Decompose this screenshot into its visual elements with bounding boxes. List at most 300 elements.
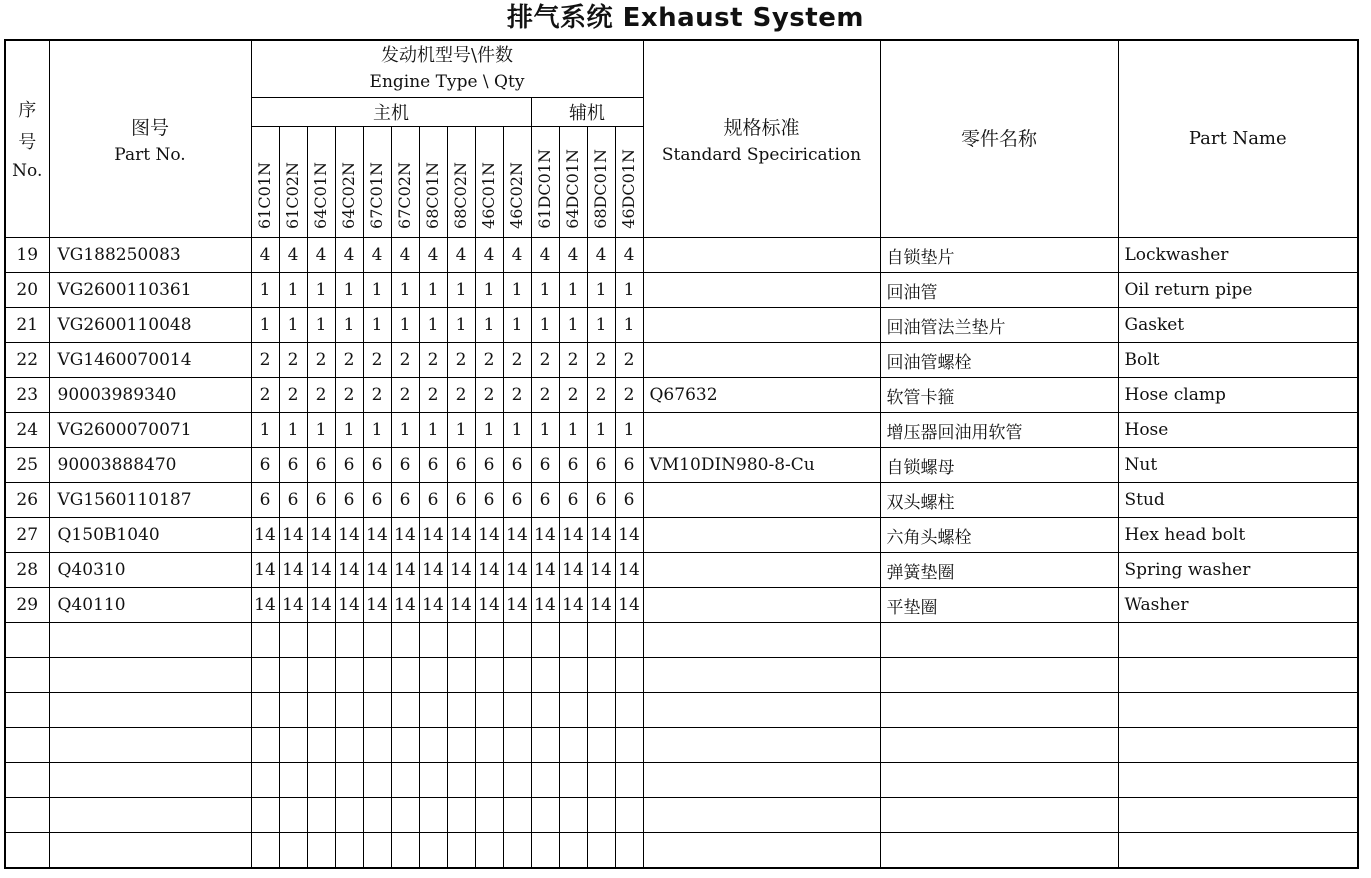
quantity-cell: 14 (447, 588, 475, 623)
engine-code-label: 67C01N (367, 162, 386, 229)
empty-row (5, 658, 1358, 693)
quantity-cell: 2 (251, 378, 279, 413)
quantity-cell: 2 (251, 343, 279, 378)
engine-code-header (279, 127, 307, 238)
empty-cell (643, 833, 880, 869)
quantity-cell: 1 (531, 273, 559, 308)
empty-cell (251, 658, 279, 693)
quantity-cell: 14 (503, 588, 531, 623)
quantity-cell: 6 (447, 483, 475, 518)
spec-cell (643, 308, 880, 343)
empty-cell (559, 833, 587, 869)
empty-cell (307, 763, 335, 798)
empty-cell (251, 833, 279, 869)
engine-code-header (419, 127, 447, 238)
engine-code-header (447, 127, 475, 238)
parts-table (4, 39, 1359, 869)
engine-code-header (251, 127, 279, 238)
empty-cell (1118, 623, 1358, 658)
empty-cell (391, 833, 419, 869)
quantity-cell: 2 (587, 378, 615, 413)
empty-cell (880, 728, 1118, 763)
quantity-cell: 2 (279, 343, 307, 378)
quantity-cell: 1 (279, 413, 307, 448)
quantity-cell: 14 (503, 518, 531, 553)
empty-cell (49, 798, 251, 833)
part-number: Q40310 (49, 553, 251, 588)
quantity-cell: 2 (307, 378, 335, 413)
empty-cell (503, 728, 531, 763)
quantity-cell: 2 (475, 343, 503, 378)
empty-cell (49, 623, 251, 658)
quantity-cell: 1 (503, 273, 531, 308)
quantity-cell: 6 (391, 483, 419, 518)
empty-cell (643, 763, 880, 798)
quantity-cell: 14 (391, 553, 419, 588)
part-name-en: Stud (1118, 483, 1358, 518)
quantity-cell: 6 (251, 483, 279, 518)
empty-cell (503, 798, 531, 833)
empty-cell (419, 798, 447, 833)
quantity-cell: 1 (419, 308, 447, 343)
part-name-cn: 自锁螺母 (880, 448, 1118, 483)
spec-header-en: Standard Specirication (661, 145, 862, 165)
quantity-cell: 6 (447, 448, 475, 483)
empty-cell (1118, 728, 1358, 763)
empty-cell (49, 833, 251, 869)
part-number: VG2600110048 (49, 308, 251, 343)
quantity-cell: 6 (307, 448, 335, 483)
empty-cell (279, 693, 307, 728)
empty-cell (335, 798, 363, 833)
empty-cell (363, 623, 391, 658)
quantity-cell: 14 (447, 518, 475, 553)
quantity-cell: 1 (559, 308, 587, 343)
quantity-cell: 14 (335, 518, 363, 553)
quantity-cell: 1 (279, 273, 307, 308)
part-name-en: Lockwasher (1118, 238, 1358, 273)
empty-cell (880, 833, 1118, 869)
empty-cell (880, 658, 1118, 693)
quantity-cell: 14 (503, 553, 531, 588)
empty-cell (587, 833, 615, 869)
quantity-cell: 6 (419, 448, 447, 483)
quantity-cell: 14 (391, 588, 419, 623)
empty-cell (475, 833, 503, 869)
quantity-cell: 6 (531, 448, 559, 483)
quantity-cell: 6 (559, 448, 587, 483)
quantity-cell: 2 (447, 378, 475, 413)
quantity-cell: 14 (447, 553, 475, 588)
empty-cell (587, 763, 615, 798)
empty-row (5, 623, 1358, 658)
quantity-cell: 4 (419, 238, 447, 273)
quantity-cell: 14 (363, 553, 391, 588)
quantity-cell: 1 (559, 413, 587, 448)
quantity-cell: 2 (531, 343, 559, 378)
part-no-header (49, 40, 251, 238)
part-number: VG2600110361 (49, 273, 251, 308)
empty-cell (1118, 658, 1358, 693)
empty-cell (880, 623, 1118, 658)
quantity-cell: 1 (475, 308, 503, 343)
aux-engine-header: 辅机 (531, 98, 643, 127)
empty-cell (531, 658, 559, 693)
quantity-cell: 1 (615, 308, 643, 343)
quantity-cell: 14 (279, 588, 307, 623)
part-name-cn: 增压器回油用软管 (880, 413, 1118, 448)
spec-cell (643, 273, 880, 308)
quantity-cell: 1 (503, 308, 531, 343)
empty-cell (559, 763, 587, 798)
quantity-cell: 1 (251, 273, 279, 308)
engine-code-label: 46C01N (479, 162, 498, 229)
engine-code-label: 68C01N (423, 162, 442, 229)
quantity-cell: 14 (251, 518, 279, 553)
quantity-cell: 1 (531, 308, 559, 343)
quantity-cell: 14 (615, 518, 643, 553)
quantity-cell: 2 (615, 343, 643, 378)
main-engine-header: 主机 (251, 98, 531, 127)
quantity-cell: 1 (503, 413, 531, 448)
empty-cell (251, 763, 279, 798)
table-row (5, 483, 1358, 518)
part-number: VG188250083 (49, 238, 251, 273)
table-row (5, 588, 1358, 623)
quantity-cell: 1 (363, 308, 391, 343)
quantity-cell: 1 (391, 308, 419, 343)
quantity-cell: 14 (307, 588, 335, 623)
quantity-cell: 4 (503, 238, 531, 273)
empty-cell (335, 728, 363, 763)
engine-header-cn: 发动机型号\件数 (380, 45, 514, 66)
table-header (5, 40, 1358, 238)
empty-cell (475, 798, 503, 833)
part-name-cn: 回油管法兰垫片 (880, 308, 1118, 343)
empty-cell (475, 763, 503, 798)
empty-cell (391, 693, 419, 728)
part-name-cn: 自锁垫片 (880, 238, 1118, 273)
quantity-cell: 6 (615, 448, 643, 483)
quantity-cell: 4 (279, 238, 307, 273)
row-number: 26 (5, 483, 49, 518)
engine-code-label: 67C02N (395, 162, 414, 229)
quantity-cell: 2 (335, 343, 363, 378)
empty-cell (307, 728, 335, 763)
table-row (5, 553, 1358, 588)
quantity-cell: 1 (587, 413, 615, 448)
part-name-cn: 双头螺柱 (880, 483, 1118, 518)
empty-cell (531, 798, 559, 833)
empty-cell (49, 693, 251, 728)
quantity-cell: 2 (475, 378, 503, 413)
empty-cell (391, 763, 419, 798)
engine-code-label: 64C01N (311, 162, 330, 229)
empty-cell (279, 798, 307, 833)
quantity-cell: 14 (559, 518, 587, 553)
quantity-cell: 14 (559, 553, 587, 588)
empty-cell (335, 693, 363, 728)
part-number: VG1460070014 (49, 343, 251, 378)
quantity-cell: 6 (475, 448, 503, 483)
part-name-en: Bolt (1118, 343, 1358, 378)
quantity-cell: 2 (419, 378, 447, 413)
empty-cell (335, 763, 363, 798)
quantity-cell: 1 (307, 273, 335, 308)
quantity-cell: 1 (363, 413, 391, 448)
part-name-en-header: Part Name (1118, 40, 1358, 238)
quantity-cell: 6 (391, 448, 419, 483)
empty-cell (880, 763, 1118, 798)
engine-code-label: 64DC01N (563, 149, 582, 229)
empty-cell (503, 833, 531, 869)
empty-cell (587, 658, 615, 693)
quantity-cell: 1 (419, 413, 447, 448)
part-name-cn: 六角头螺栓 (880, 518, 1118, 553)
empty-cell (475, 658, 503, 693)
row-number: 22 (5, 343, 49, 378)
empty-cell (615, 728, 643, 763)
part-name-en: Oil return pipe (1118, 273, 1358, 308)
quantity-cell: 6 (279, 483, 307, 518)
spec-header-cn: 规格标准 (723, 117, 800, 139)
empty-cell (335, 658, 363, 693)
engine-code-label: 68DC01N (591, 149, 610, 229)
quantity-cell: 6 (419, 483, 447, 518)
empty-cell (475, 728, 503, 763)
quantity-cell: 1 (615, 413, 643, 448)
empty-cell (5, 833, 49, 869)
empty-cell (643, 798, 880, 833)
empty-cell (363, 658, 391, 693)
seq-header-line1: 序 (18, 100, 37, 121)
quantity-cell: 14 (531, 553, 559, 588)
quantity-cell: 4 (587, 238, 615, 273)
part-number: VG2600070071 (49, 413, 251, 448)
quantity-cell: 1 (335, 413, 363, 448)
quantity-cell: 14 (391, 518, 419, 553)
empty-cell (447, 693, 475, 728)
empty-cell (503, 658, 531, 693)
part-name-en: Gasket (1118, 308, 1358, 343)
empty-cell (49, 728, 251, 763)
quantity-cell: 1 (447, 273, 475, 308)
quantity-cell: 6 (335, 448, 363, 483)
empty-cell (615, 658, 643, 693)
quantity-cell: 1 (615, 273, 643, 308)
quantity-cell: 1 (335, 308, 363, 343)
quantity-cell: 1 (475, 413, 503, 448)
quantity-cell: 14 (419, 588, 447, 623)
engine-header-en: Engine Type \ Qty (369, 72, 525, 92)
empty-cell (643, 623, 880, 658)
quantity-cell: 6 (335, 483, 363, 518)
engine-code-label: 64C02N (339, 162, 358, 229)
empty-cell (49, 658, 251, 693)
quantity-cell: 1 (587, 308, 615, 343)
quantity-cell: 1 (587, 273, 615, 308)
part-no-header-en: Part No. (114, 145, 186, 165)
quantity-cell: 14 (615, 553, 643, 588)
table-row (5, 378, 1358, 413)
quantity-cell: 4 (475, 238, 503, 273)
part-name-en: Hex head bolt (1118, 518, 1358, 553)
empty-cell (615, 833, 643, 869)
quantity-cell: 14 (307, 553, 335, 588)
table-row (5, 518, 1358, 553)
empty-cell (503, 693, 531, 728)
part-number: Q40110 (49, 588, 251, 623)
quantity-cell: 6 (531, 483, 559, 518)
engine-code-header (587, 127, 615, 238)
quantity-cell: 14 (531, 588, 559, 623)
quantity-cell: 1 (279, 308, 307, 343)
empty-cell (279, 728, 307, 763)
quantity-cell: 14 (615, 588, 643, 623)
part-no-header-cn: 图号 (130, 117, 169, 139)
quantity-cell: 1 (307, 308, 335, 343)
empty-cell (615, 623, 643, 658)
empty-cell (503, 623, 531, 658)
part-name-en: Washer (1118, 588, 1358, 623)
empty-row (5, 833, 1358, 869)
engine-code-label: 46DC01N (619, 149, 638, 229)
empty-cell (363, 693, 391, 728)
quantity-cell: 14 (363, 518, 391, 553)
empty-cell (419, 763, 447, 798)
empty-cell (307, 833, 335, 869)
engine-code-label: 68C02N (451, 162, 470, 229)
engine-code-header (335, 127, 363, 238)
quantity-cell: 1 (363, 273, 391, 308)
empty-cell (531, 693, 559, 728)
quantity-cell: 6 (587, 483, 615, 518)
empty-cell (251, 693, 279, 728)
empty-cell (307, 693, 335, 728)
row-number: 25 (5, 448, 49, 483)
empty-cell (363, 833, 391, 869)
quantity-cell: 1 (447, 413, 475, 448)
empty-cell (587, 728, 615, 763)
empty-cell (503, 763, 531, 798)
empty-cell (251, 798, 279, 833)
empty-cell (335, 833, 363, 869)
engine-code-header (307, 127, 335, 238)
empty-cell (531, 763, 559, 798)
quantity-cell: 4 (307, 238, 335, 273)
quantity-cell: 1 (335, 273, 363, 308)
empty-cell (447, 728, 475, 763)
quantity-cell: 4 (391, 238, 419, 273)
empty-cell (5, 623, 49, 658)
spec-cell (643, 553, 880, 588)
part-name-cn: 平垫圈 (880, 588, 1118, 623)
engine-code-header (503, 127, 531, 238)
empty-cell (5, 763, 49, 798)
quantity-cell: 2 (447, 343, 475, 378)
empty-cell (279, 763, 307, 798)
quantity-cell: 4 (615, 238, 643, 273)
empty-cell (475, 623, 503, 658)
quantity-cell: 4 (531, 238, 559, 273)
empty-cell (5, 693, 49, 728)
empty-cell (587, 798, 615, 833)
empty-cell (419, 833, 447, 869)
empty-cell (559, 623, 587, 658)
empty-cell (391, 728, 419, 763)
empty-cell (279, 623, 307, 658)
empty-cell (615, 763, 643, 798)
engine-code-label: 46C02N (507, 162, 526, 229)
empty-cell (419, 658, 447, 693)
spec-cell (643, 343, 880, 378)
part-number: Q150B1040 (49, 518, 251, 553)
empty-cell (587, 623, 615, 658)
quantity-cell: 14 (335, 588, 363, 623)
empty-cell (335, 623, 363, 658)
empty-cell (1118, 693, 1358, 728)
empty-cell (391, 798, 419, 833)
quantity-cell: 2 (615, 378, 643, 413)
empty-cell (587, 693, 615, 728)
quantity-cell: 2 (419, 343, 447, 378)
empty-row (5, 763, 1358, 798)
quantity-cell: 6 (279, 448, 307, 483)
quantity-cell: 14 (363, 588, 391, 623)
quantity-cell: 2 (363, 343, 391, 378)
quantity-cell: 4 (363, 238, 391, 273)
empty-cell (419, 623, 447, 658)
part-name-cn: 回油管 (880, 273, 1118, 308)
quantity-cell: 14 (251, 588, 279, 623)
part-name-cn: 软管卡箍 (880, 378, 1118, 413)
quantity-cell: 6 (307, 483, 335, 518)
quantity-cell: 2 (587, 343, 615, 378)
quantity-cell: 14 (475, 588, 503, 623)
table-row (5, 413, 1358, 448)
quantity-cell: 1 (251, 413, 279, 448)
spec-cell (643, 413, 880, 448)
empty-cell (1118, 798, 1358, 833)
empty-cell (279, 658, 307, 693)
empty-cell (531, 833, 559, 869)
quantity-cell: 14 (559, 588, 587, 623)
spec-cell (643, 238, 880, 273)
row-number: 23 (5, 378, 49, 413)
empty-cell (531, 623, 559, 658)
part-name-cn: 回油管螺栓 (880, 343, 1118, 378)
quantity-cell: 6 (503, 448, 531, 483)
quantity-cell: 2 (503, 343, 531, 378)
quantity-cell: 14 (419, 553, 447, 588)
empty-cell (5, 728, 49, 763)
empty-cell (307, 798, 335, 833)
quantity-cell: 14 (475, 553, 503, 588)
quantity-cell: 2 (531, 378, 559, 413)
quantity-cell: 14 (419, 518, 447, 553)
empty-cell (447, 763, 475, 798)
quantity-cell: 1 (391, 413, 419, 448)
quantity-cell: 6 (363, 483, 391, 518)
quantity-cell: 14 (587, 553, 615, 588)
empty-cell (307, 658, 335, 693)
empty-cell (279, 833, 307, 869)
quantity-cell: 6 (503, 483, 531, 518)
row-number: 28 (5, 553, 49, 588)
engine-code-header (475, 127, 503, 238)
empty-row (5, 693, 1358, 728)
page-title: 排气系统 Exhaust System (507, 3, 864, 33)
